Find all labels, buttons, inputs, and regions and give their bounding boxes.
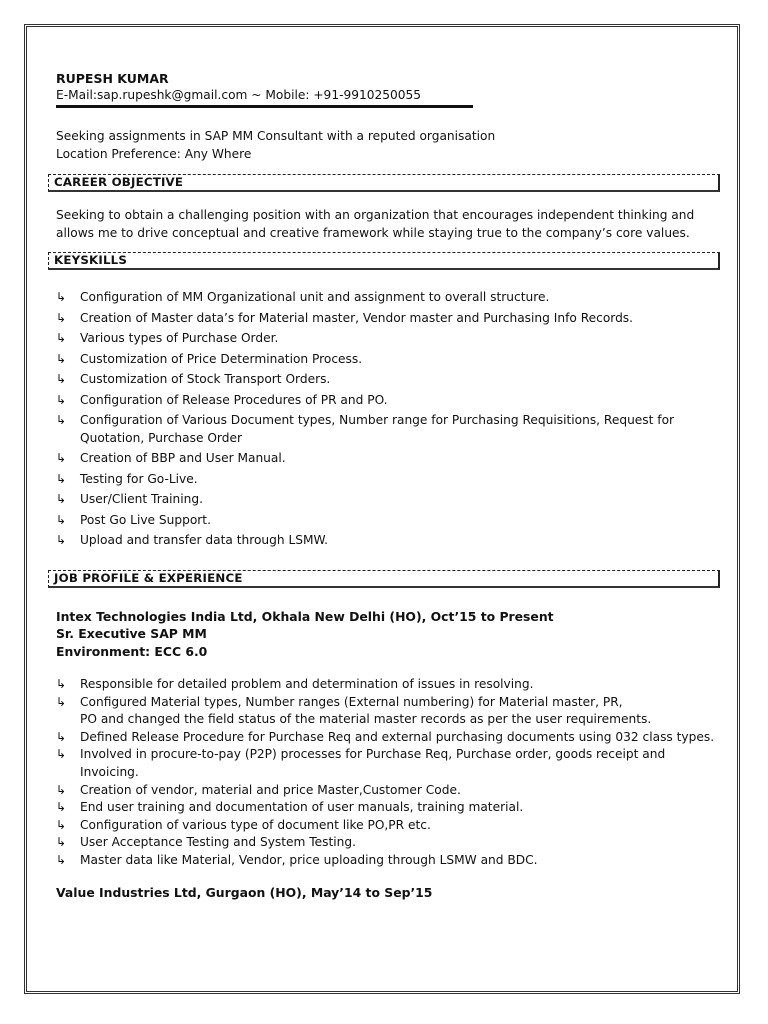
list-item-continuation [56,711,720,729]
arrow-bullet-icon: ↳ [56,835,67,850]
arrow-bullet-icon: ↳ [56,290,67,304]
keyskill-text: Creation of BBP and User Manual. [80,451,286,465]
arrow-bullet-icon: ↳ [56,471,67,486]
keyskill-text: Testing for Go-Live. [80,471,198,486]
duty-text: Responsible for detailed problem and determination of issues in resolving. [80,677,534,691]
list-item [56,729,720,747]
list-item [56,310,720,328]
list-item [56,471,720,489]
job2-company: Value Industries Ltd, Gurgaon (HO), May’14 to Sep’15 [56,884,433,900]
keyskill-text: Configuration of Release Procedures of PR and PO. [80,392,388,407]
arrow-bullet-icon: ↳ [56,372,67,386]
arrow-bullet-icon: ↳ [56,782,67,797]
list-item [56,412,720,447]
arrow-bullet-icon: ↳ [56,331,67,345]
arrow-bullet-icon: ↳ [56,492,67,506]
duty-text: User Acceptance Testing and System Testing. [80,835,357,850]
keyskill-text: Various types of Purchase Order. [80,331,279,345]
resume-content [56,70,720,901]
duty-text: Creation of vendor, material and price Master,Customer Code. [80,782,461,797]
arrow-bullet-icon: ↳ [56,512,67,527]
experience-header: JOB PROFILE & EXPERIENCE [48,570,720,588]
job1-environment: Environment: ECC 6.0 [56,643,208,659]
list-item [56,491,720,509]
list-item [56,371,720,389]
arrow-bullet-icon: ↳ [56,413,67,427]
keyskill-text: Post Go Live Support. [80,512,211,527]
duty-text: End user training and documentation of user manuals, training material. [80,800,524,815]
list-item [56,351,720,369]
career-objective-header: CAREER OBJECTIVE [48,174,720,192]
arrow-bullet-icon: ↳ [56,451,67,465]
arrow-bullet-icon: ↳ [56,677,67,691]
arrow-bullet-icon: ↳ [56,729,67,744]
list-item [56,746,720,781]
list-item [56,834,720,852]
keyskill-text: Configuration of Various Document types, Number range for Purchasing Requisitions, Request for Quotation, Purchase Order [80,413,675,445]
keyskill-text: Customization of Price Determination Process. [80,351,363,366]
job1-duties-list [56,676,720,870]
keyskill-text: User/Client Training. [80,492,204,506]
job1-role: Sr. Executive SAP MM [56,626,207,641]
job1-company: Intex Technologies India Ltd, Okhala New Delhi (HO), Oct’15 to Present [56,608,554,624]
list-item [56,694,720,712]
keyskills-header: KEYSKILLS [48,252,720,270]
arrow-bullet-icon: ↳ [56,800,67,815]
duty-text: Involved in procure-to-pay (P2P) processes for Purchase Req, Purchase order, goods receipt and Invoicing. [80,747,666,779]
keyskill-text: Upload and transfer data through LSMW. [80,533,329,547]
list-item [56,330,720,348]
arrow-bullet-icon: ↳ [56,747,67,762]
list-item [56,676,720,694]
list-item [56,817,720,835]
keyskills-list [56,289,720,550]
arrow-bullet-icon: ↳ [56,310,67,325]
intro-line-2: Location Preference: Any Where [56,146,252,161]
list-item [56,799,720,817]
intro-line-1: Seeking assignments in SAP MM Consultant with a reputed organisation [56,129,496,143]
contact-line: E-Mail:sap.rupeshk@gmail.com ~ Mobile: +91-9910250055 [56,87,473,108]
career-objective-text: Seeking to obtain a challenging position with an organization that encourages independent thinking and allows me to drive conceptual and creative framework while staying true to the company’s core values. [56,208,695,240]
keyskill-text: Configuration of MM Organizational unit and assignment to overall structure. [80,290,550,304]
list-item [56,512,720,530]
duty-text: Defined Release Procedure for Purchase Req and external purchasing documents using 032 class types. [80,729,715,744]
list-item [56,852,720,870]
list-item [56,392,720,410]
list-item [56,450,720,468]
candidate-name: RUPESH KUMAR [56,71,169,86]
arrow-bullet-icon: ↳ [56,533,67,547]
keyskill-text: Customization of Stock Transport Orders. [80,372,331,386]
duty-text: PO and changed the field status of the material master records as per the user requirements. [80,712,652,727]
arrow-bullet-icon: ↳ [56,694,67,709]
list-item [56,532,720,550]
duty-text: Configuration of various type of document like PO,PR etc. [80,817,431,832]
keyskill-text: Creation of Master data’s for Material master, Vendor master and Purchasing Info Records. [80,310,634,325]
arrow-bullet-icon: ↳ [56,351,67,366]
arrow-bullet-icon: ↳ [56,852,67,867]
arrow-bullet-icon: ↳ [56,392,67,407]
duty-text: Configured Material types, Number ranges (External numbering) for Material master, PR, [80,694,623,709]
duty-text: Master data like Material, Vendor, price uploading through LSMW and BDC. [80,852,538,867]
list-item [56,289,720,307]
arrow-bullet-icon: ↳ [56,817,67,832]
list-item [56,782,720,800]
contact-wrap [56,87,501,108]
